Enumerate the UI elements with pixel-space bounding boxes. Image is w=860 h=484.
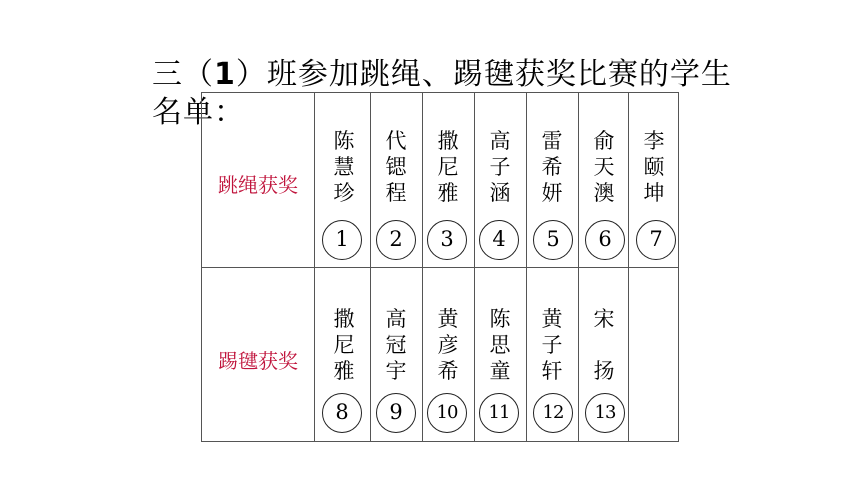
student-cell xyxy=(370,128,422,206)
number-circle: 10 xyxy=(427,393,467,433)
student-name: 撒 尼 雅 xyxy=(437,129,459,205)
number-circle: 7 xyxy=(636,220,676,260)
number-circle: 5 xyxy=(533,220,573,260)
number-circle: 2 xyxy=(376,220,416,260)
student-cell xyxy=(578,306,630,384)
award-table xyxy=(201,92,679,442)
row-label-skipping: 跳绳获奖 xyxy=(218,173,298,197)
student-cell xyxy=(578,128,630,206)
number-circle: 1 xyxy=(322,220,362,260)
student-cell xyxy=(474,128,526,206)
title-suffix: ）班参加跳绳、踢毽获奖比赛的学生名单： xyxy=(152,57,732,130)
number-circle: 12 xyxy=(533,393,573,433)
number-circle: 3 xyxy=(427,220,467,260)
student-cell xyxy=(318,306,370,384)
student-name: 黄 彦 希 xyxy=(437,307,459,383)
student-name: 高 冠 宇 xyxy=(385,307,407,383)
student-name: 俞 天 澳 xyxy=(593,129,615,205)
student-cell xyxy=(422,128,474,206)
number-circle: 11 xyxy=(479,393,519,433)
student-cell xyxy=(370,306,422,384)
student-name: 李 颐 坤 xyxy=(643,129,665,205)
number-circle: 8 xyxy=(322,393,362,433)
student-name: 黄 子 轩 xyxy=(541,307,563,383)
title-class-number: 1 xyxy=(214,57,236,92)
student-name: 撒 尼 雅 xyxy=(333,307,355,383)
student-name: 陈 慧 珍 xyxy=(333,129,355,205)
student-name: 雷 希 妍 xyxy=(541,129,563,205)
number-circle: 9 xyxy=(376,393,416,433)
student-name: 代 锶 程 xyxy=(385,129,407,205)
student-cell xyxy=(474,306,526,384)
title-prefix: 三（ xyxy=(152,57,214,92)
student-name: 宋 扬 xyxy=(593,307,615,383)
student-name: 高 子 涵 xyxy=(489,129,511,205)
student-cell xyxy=(628,128,680,206)
number-circle: 4 xyxy=(479,220,519,260)
student-cell xyxy=(526,128,578,206)
number-circle: 13 xyxy=(585,393,625,433)
row-label-shuttlecock: 踢毽获奖 xyxy=(218,349,298,373)
student-cell xyxy=(318,128,370,206)
student-cell xyxy=(526,306,578,384)
student-name: 陈 思 童 xyxy=(489,307,511,383)
number-circle: 6 xyxy=(585,220,625,260)
column-divider xyxy=(314,93,315,441)
row-divider xyxy=(202,267,678,268)
student-cell xyxy=(422,306,474,384)
